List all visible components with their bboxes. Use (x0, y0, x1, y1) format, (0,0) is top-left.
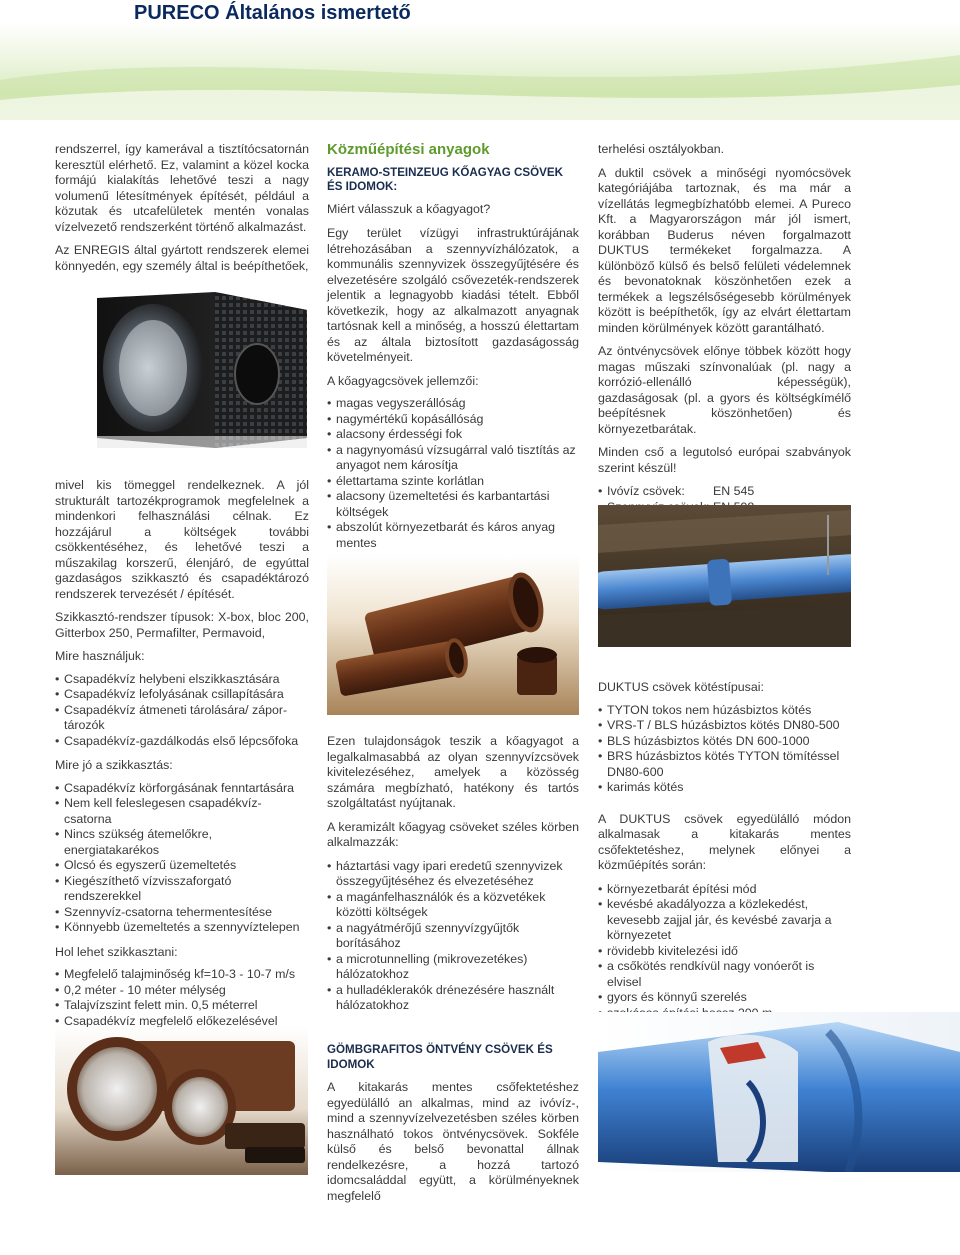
infiltration-box-image (95, 288, 309, 456)
list-item: • Megfelelő talajminőség kf=10-3 - 10-7 m/s (55, 967, 309, 983)
list-item: • Csapadékvíz-gazdálkodás első lépcsőfoka (55, 734, 309, 750)
list-item: • VRS-T / BLS húzásbiztos kötés DN80-500 (598, 718, 851, 734)
section-title: Közműépítési anyagok (327, 141, 490, 158)
paragraph: A kitakarás mentes csőfektetéshez egyedülálló an alkalmas, mind az ivóvíz-, mind a szennyvízelvezetésben széles körben használható tokos öntvénycsövek. Sokféle külső és belső bevonattal állnak rendelkezésre, a hozzá tartozó idomcsaláddal együtt, a körülményeknek megfelelő (327, 1080, 579, 1203)
where-list (55, 967, 309, 1029)
list-item: • gyors és könnyű szerelés (598, 990, 851, 1006)
list-item: • a hulladéklerakók drénezésére használt hálózatokhoz (327, 983, 579, 1014)
list-item: • Könnyebb üzemeltetés a szennyvíztelepen (55, 920, 309, 936)
list-item: • 0,2 méter - 10 méter mélység (55, 983, 309, 999)
list-heading: Hol lehet szikkasztani: (55, 944, 178, 959)
paragraph: mivel kis tömeggel rendelkeznek. A jól strukturált tartozékprogramok megfelelnek a mindenkori felhasználási célnak. Ez hozzájárul a költségek további csökkentéséhez, és lehetővé teszi a műszakilag korszerű, élenjáró, de egyúttal gazdaságos szikkasztó és csapadéktározó rendszerek tervezését / építését. (55, 478, 309, 601)
list-item: • rövidebb kivitelezési idő (598, 944, 851, 960)
joint-list (598, 703, 851, 796)
list-item: • Csapadékvíz átmeneti tárolására/ záportározók (55, 703, 309, 734)
paragraph: Minden cső a legutolsó európai szabványok szerint készül! (598, 445, 851, 475)
paragraph: Egy terület vízügyi infrastruktúrájának létrehozásában a szennyvízhálózatok, a kommunális szennyvizek összegyűjtésére és elvezetésére szolgáló csővezeték-rendszerek jelentik a legnagyobb kiadási tételt. Ebből következik, hogy az alkalmazott anyagnak tartósnak kell a minőség, a hosszú élettartam és az általa biztosított gazdaságosság követelményeit. (327, 226, 579, 364)
list-item: • BRS húzásbiztos kötés TYTON tömítéssel DN80-600 (598, 749, 851, 780)
list-item: • Nem kell feleslegesen csapadékvíz-csatorna (55, 796, 309, 827)
list-item: • környezetbarát építési mód (598, 882, 851, 898)
use-list (55, 672, 309, 750)
application-list (327, 859, 579, 1014)
clay-pipes-image (327, 555, 579, 715)
list-item: • Olcsó és egyszerű üzemeltetés (55, 858, 309, 874)
list-heading: A kőagyagcsövek jellemzői: (327, 373, 479, 388)
standard-label: • Ivóvíz csövek: (607, 484, 685, 498)
benefit-list (55, 781, 309, 936)
list-item: • kevésbé akadályozza a közlekedést, kevesebb zajjal jár, és kevésbé zavarja a környezetet (598, 897, 851, 944)
column-middle-bottom (327, 1042, 579, 1212)
list-item (598, 484, 851, 500)
list-item: • Szennyvíz-csatorna tehermentesítése (55, 905, 309, 921)
list-heading: DUKTUS csövek kötéstípusai: (598, 680, 764, 694)
standard-value: EN 545 (713, 484, 755, 498)
paragraph: Az ENREGIS által gyártott rendszerek elemei könnyedén, egy személy által is beépíthetőek, (55, 243, 309, 273)
list-item: • abszolút környezetbarát és káros anyag mentes (327, 520, 579, 551)
list-item: • alacsony érdességi fok (327, 427, 579, 443)
list-item: • Kiegészíthető vízvisszaforgató rendszerekkel (55, 874, 309, 905)
list-item: • magas vegyszerállóság (327, 396, 579, 412)
blue-pipe-joint-image (598, 1012, 960, 1172)
page-title: PURECO Általános ismertető (134, 2, 411, 24)
list-item: • Csapadékvíz megfelelő előkezelésével (55, 1014, 309, 1030)
list-item: • élettartama szinte korlátlan (327, 474, 579, 490)
paragraph: Az öntvénycsövek előnye többek között hogy magas műszaki színvonalúak (pl. nagy a korrózió-ellenálló képességük), gazdaságosak (pl. a gyors és költségkímélő beépítésnek köszönhetően) és környezetbarátak. (598, 344, 851, 436)
question-line: Miért válasszuk a kőagyagot? (327, 201, 491, 216)
list-item: • a magánfelhasználók és a közvetékek közötti költségek (327, 890, 579, 921)
paragraph: Ezen tulajdonságok teszik a kőagyagot a legalkalmasabbá az olyan szennyvízcsövek kivitelezéséhez, amelyek a közösség számára megbízható, hatékony és tartós szolgáltatást nyújtanak. (327, 734, 579, 810)
paragraph: terhelési osztályokban. (598, 142, 725, 156)
list-item: • nagymértékű kopásállóság (327, 412, 579, 428)
list-item: • karimás kötés (598, 780, 851, 796)
paragraph: A keramizált kőagyag csöveket széles körben alkalmazzák: (327, 819, 579, 849)
paragraph: A duktil csövek a minőségi nyomócsövek kategóriájába tartoznak, és ma már a vízellátás legmegbízhatóbb elemei. A Pureco Kft. a Magyarországon már jól ismert, korábban Buderus néven forgalmazott DUKTUS termékeket forgalmazza. A különböző külső és belső felületi védelemnek és bevonatoknak köszönhetően ezek a termékek a legszélsőségesebb körülmények között is beépíthetők, így az elvárt élettartam minden körülmények között garantálható. (598, 165, 851, 335)
column-left (55, 142, 309, 1038)
list-item: • a nagynyomású vízsugárral való tisztítás az anyagot nem károsítja (327, 443, 579, 474)
paragraph: A DUKTUS csövek egyedülálló módon alkalmasak a kitakarás mentes csőfektetéshez, melynek előnyei a közműépítés során: (598, 811, 851, 872)
list-item: • Nincs szükség átemelőkre, energiatakarékos (55, 827, 309, 858)
paragraph: rendszerrel, így kamerával a tisztítócsatornán keresztül elérhető. Ez, valamint a közel kocka formájú kialakítás lehetővé teszi a nagy volumenű létesítmények építését, például a közutak és utcafelületek mentén vonalas vízelvezető rendszerként történő alkalmazást. (55, 142, 309, 234)
list-item: • TYTON tokos nem húzásbiztos kötés (598, 703, 851, 719)
list-item: • BLS húzásbiztos kötés DN 600-1000 (598, 734, 851, 750)
ductile-pipe-trench-image (598, 505, 851, 647)
list-item: • Csapadékvíz körforgásának fenntartására (55, 781, 309, 797)
paragraph: Szikkasztó-rendszer típusok: X-box, bloc 200, Gitterbox 250, Permafilter, Permavoid, (55, 610, 309, 640)
list-item: • Csapadékvíz lefolyásának csillapítására (55, 687, 309, 703)
list-item: • háztartási vagy ipari eredetű szennyvizek összegyűjtéséhez és elvezetéséhez (327, 859, 579, 890)
list-heading: Mire használjuk: (55, 649, 145, 663)
subsection-title: KERAMO-STEINZEUG KŐAGYAG CSÖVEK ÉS IDOMOK: (327, 165, 563, 193)
list-item: • a csőkötés rendkívül nagy vonóerőt is elvisel (598, 959, 851, 990)
subsection-title: GÖMBGRAFITOS ÖNTVÉNY CSÖVEK ÉS IDOMOK (327, 1043, 553, 1071)
list-item: • alacsony üzemeltetési és karbantartási költségek (327, 489, 579, 520)
list-item: • a nagyátmérőjű szennyvízgyűjtők borításához (327, 921, 579, 952)
list-item: • Csapadékvíz helybeni elszikkasztására (55, 672, 309, 688)
feature-list (327, 396, 579, 551)
list-heading: Mire jó a szikkasztás: (55, 758, 173, 772)
list-item: • Talajvízszint felett min. 0,5 méterrel (55, 998, 309, 1014)
brown-pipes-image (55, 1027, 308, 1175)
list-item: • a microtunnelling (mikrovezetékes) hálózatokhoz (327, 952, 579, 983)
